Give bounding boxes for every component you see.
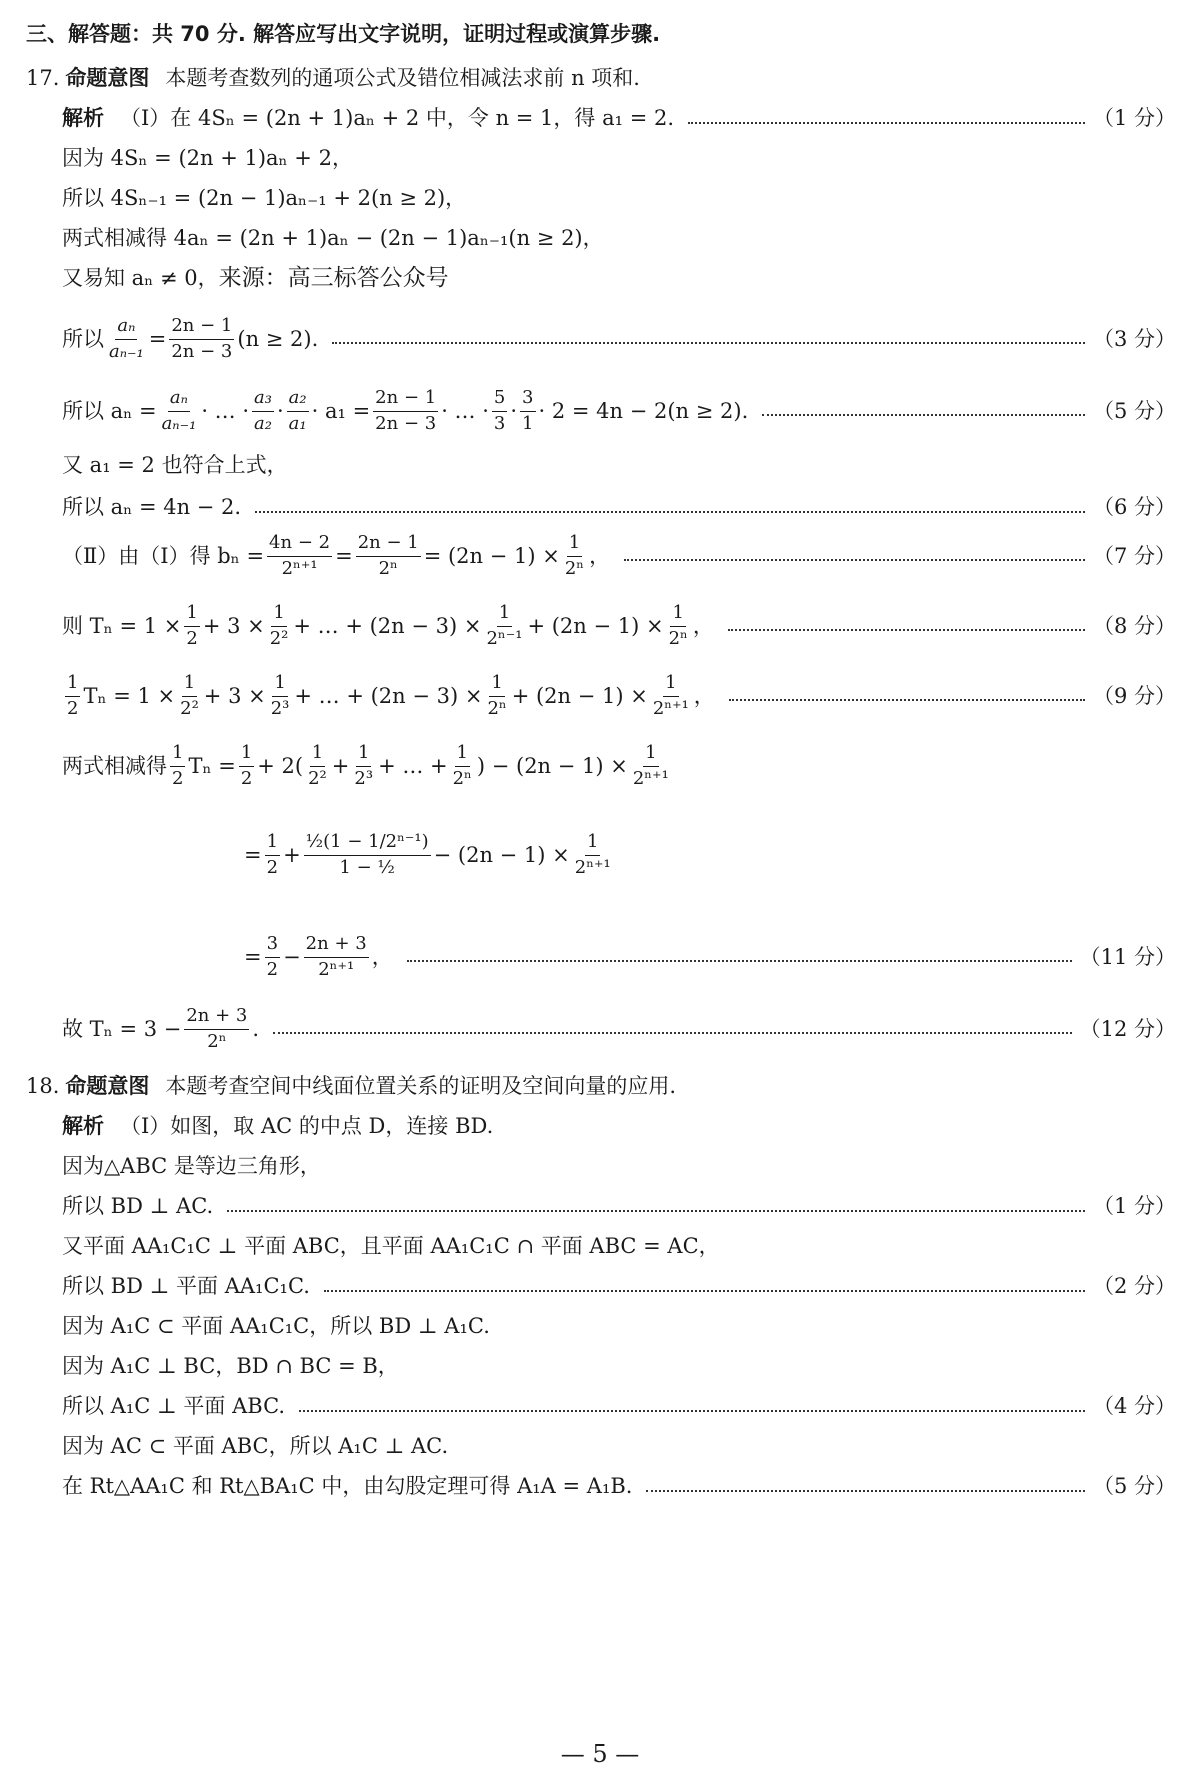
page-number: — 5 — [560,1740,640,1768]
score-points: （9 分） [1092,683,1176,708]
line-text: 又 a₁ = 2 也符合上式， [62,453,288,477]
q18-line-1 [62,1114,1176,1139]
line-text: Tₙ = 1 × [83,683,176,708]
q18-line-4 [62,1234,1176,1259]
q17-intent-label: 命题意图 [65,66,150,90]
q18-heading [26,1074,1176,1099]
line-text: 所以 [62,326,104,351]
fraction: $\frac{\text{aₙ}}{\text{aₙ₋₁}}$ [161,387,197,434]
q17-line-11: 则 Tₙ = 1 × $\frac{1}{2}$ + 3 × $\frac{1}{\text{2²}}$ + … + (2n − 3) × $\frac{1}{\text{2ⁿ⁻¹}}$ + (2n − 1) × $\frac{1}{\text{2ⁿ}}$ ， （8 分） [62,602,1176,649]
fraction: $\frac{1}{\text{2ⁿ⁺¹}}$ [574,831,611,878]
q17-line-12: $\frac{1}{2}$ Tₙ = 1 × $\frac{1}{\text{2²}}$ + 3 × $\frac{1}{\text{2³}}$ + … + (2n − 3) × $\frac{1}{\text{2ⁿ}}$ + (2n − 1) × $\frac{1}{\text{2ⁿ⁺¹}}$ ， （9 分） [67,672,1176,719]
q18-number: 18. [26,1074,60,1098]
line-text: 因为△ABC 是等边三角形， [62,1154,321,1178]
q18-intent-text: 本题考查空间中线面位置关系的证明及空间向量的应用. [165,1074,677,1098]
q18-line-7 [62,1354,1176,1379]
fraction: $\frac{\text{a₂}}{\text{a₁}}$ [288,387,307,434]
fraction: $\frac{1}{\text{2ⁿ⁺¹}}$ [652,672,689,719]
q18-line-8 [62,1394,1176,1419]
score-points: （6 分） [1092,495,1176,519]
fraction: $\frac{1}{\text{2²}}$ [308,742,327,789]
line-text: 所以 aₙ = [62,398,157,423]
fraction: $\frac{1}{\text{2ⁿ⁻¹}}$ [486,602,523,649]
q18-intent-label: 命题意图 [65,1074,150,1098]
compound-fraction: $\frac{\text{½(1 − 1/2ⁿ⁻¹)}}{\text{1 − ½}}$ [305,831,429,878]
q17-line-16: 故 Tₙ = 3 − $\frac{2n + 3}{\text{2ⁿ}}$ . （12 分） [62,1005,1176,1052]
q18-line-10 [62,1474,1176,1499]
score-points: （5 分） [1092,398,1176,423]
leader-dots [762,414,1085,416]
line-text: 两式相减得 [62,753,167,778]
score-points: （1 分） [1092,1194,1176,1218]
leader-dots [332,342,1085,344]
line-text: 所以 A₁C ⊥ 平面 ABC. [62,1394,286,1418]
score-points: （7 分） [1092,543,1176,568]
q17-line-1 [62,106,1176,131]
fraction: $\frac{1}{2}$ [266,831,279,878]
section-header: 三、解答题：共 70 分. 解答应写出文字说明，证明过程或演算步骤. [26,22,661,46]
score-points: （2 分） [1092,1274,1176,1298]
line-text: 又平面 AA₁C₁C ⊥ 平面 ABC，且平面 AA₁C₁C ∩ 平面 ABC = AC， [62,1234,720,1258]
fraction: $\frac{1}{\text{2ⁿ⁺¹}}$ [632,742,669,789]
line-text: = [244,842,262,867]
fraction: $\frac{1}{\text{2ⁿ}}$ [668,602,688,649]
analysis-label: 解析 [62,1114,104,1138]
fraction: $\frac{2n - 1}{\text{2ⁿ}}$ [357,532,419,579]
line-text: （Ⅰ）在 4Sₙ = (2n + 1)aₙ + 2 中，令 n = 1，得 a₁ = 2. [120,106,675,130]
fraction: $\frac{5}{3}$ [493,387,506,434]
fraction: $\frac{3}{1}$ [522,387,534,434]
score-points: （8 分） [1092,613,1176,638]
fraction: $\frac{\text{a₃}}{\text{a₂}}$ [254,387,272,434]
q17-line-8 [62,453,1176,478]
leader-dots [728,629,1085,631]
line-text: = [244,944,262,969]
q17-intent-text: 本题考查数列的通项公式及错位相减法求前 n 项和. [165,66,640,90]
line-text: 所以 aₙ = 4n − 2. [62,495,242,519]
leader-dots [407,960,1072,962]
score-points: （3 分） [1092,326,1176,351]
q17-line-6: 所以 $\frac{\text{aₙ}}{\text{aₙ₋₁}}$ = $\frac{2n - 1}{2n - 3}$ (n ≥ 2). （3 分） [62,315,1176,362]
line-text: 因为 A₁C ⊂ 平面 AA₁C₁C，所以 BD ⊥ A₁C. [62,1314,490,1338]
leader-dots [255,511,1085,513]
fraction: $\frac{2n + 3}{\text{2ⁿ⁺¹}}$ [305,933,367,980]
score-points: （12 分） [1079,1016,1176,1041]
q17-line-7: 所以 aₙ = $\frac{\text{aₙ}}{\text{aₙ₋₁}}$ · … · $\frac{\text{a₃}}{\text{a₂}}$ · $\frac{\text{a₂}}{\text{a₁}}$ · a₁ = $\frac{2n - 1}{2n - 3}$ · … · $\frac{5}{3}$ · $\frac{3}{1}$ · 2 = 4n − 2(n ≥ 2). （5 分） [62,387,1176,434]
leader-dots [688,122,1085,124]
line-text: 在 Rt△AA₁C 和 Rt△BA₁C 中，由勾股定理可得 A₁A = A₁B. [62,1474,633,1498]
fraction: $\frac{3}{2}$ [266,933,279,980]
score-points: （1 分） [1092,106,1176,130]
q17-number: 17. [26,66,60,90]
q17-line-3 [62,186,1176,211]
fraction: $\frac{2n + 3}{\text{2ⁿ}}$ [186,1005,248,1052]
fraction: $\frac{1}{\text{2ⁿ}}$ [564,532,585,579]
q17-line-4 [62,226,1176,251]
source-note: 来源：高三标答公众号 [218,265,449,291]
q17-line-13: 两式相减得 $\frac{1}{2}$ Tₙ = $\frac{1}{2}$ + 2( $\frac{1}{\text{2²}}$ + $\frac{1}{\text{2³}}$ + … + $\frac{1}{\text{2ⁿ}}$ ) − (2n − 1) × $\frac{1}{\text{2ⁿ⁺¹}}$ [62,742,669,789]
line-text: 因为 A₁C ⊥ BC，BD ∩ BC = B， [62,1354,399,1378]
analysis-label: 解析 [62,106,104,130]
line-text: 因为 AC ⊂ 平面 ABC，所以 A₁C ⊥ AC. [62,1434,449,1458]
line-text: （Ⅰ）如图，取 AC 的中点 D，连接 BD. [120,1114,494,1138]
line-text: 故 Tₙ = 3 − [62,1016,182,1041]
q17-line-5 [62,265,1176,293]
fraction: $\frac{1}{\text{2ⁿ}}$ [487,672,507,719]
leader-dots [299,1410,1085,1412]
fraction: $\frac{1}{\text{2²}}$ [269,602,289,649]
leader-dots [646,1490,1084,1492]
line-text: 则 Tₙ = 1 × [62,613,182,638]
fraction: $\frac{\text{aₙ}}{\text{aₙ₋₁}}$ [109,315,144,362]
q18-line-6 [62,1314,1176,1339]
q18-line-9 [62,1434,1176,1459]
score-points: （4 分） [1092,1394,1176,1418]
line-text: 又易知 aₙ ≠ 0， [62,266,219,291]
q17-heading [26,66,1176,91]
fraction: $\frac{1}{2}$ [240,742,253,789]
q18-line-5 [62,1274,1176,1299]
line-text: 两式相减得 4aₙ = (2n + 1)aₙ − (2n − 1)aₙ₋₁(n ≥ 2)， [62,226,604,250]
fraction: $\frac{2n - 1}{2n - 3}$ [171,315,233,362]
fraction: $\frac{1}{2}$ [186,602,198,649]
q18-line-3 [62,1194,1176,1219]
q17-line-15: = $\frac{3}{2}$ − $\frac{2n + 3}{\text{2ⁿ⁺¹}}$ ， （11 分） [244,933,1176,980]
leader-dots [324,1290,1085,1292]
leader-dots [729,699,1085,701]
line-text: 所以 BD ⊥ 平面 AA₁C₁C. [62,1274,310,1298]
line-text: 因为 4Sₙ = (2n + 1)aₙ + 2， [62,146,353,170]
q17-line-9 [62,495,1176,520]
fraction: $\frac{1}{2}$ [172,742,184,789]
line-text: 所以 4Sₙ₋₁ = (2n − 1)aₙ₋₁ + 2(n ≥ 2)， [62,186,467,210]
fraction: $\frac{1}{2}$ [67,672,79,719]
q18-line-2 [62,1154,1176,1179]
line-text: （Ⅱ）由（Ⅰ）得 bₙ = [62,543,265,568]
fraction: $\frac{1}{\text{2ⁿ}}$ [452,742,472,789]
fraction: $\frac{4n - 2}{\text{2ⁿ⁺¹}}$ [269,532,331,579]
leader-dots [624,559,1085,561]
line-text: 所以 BD ⊥ AC. [62,1194,214,1218]
fraction: $\frac{2n - 1}{2n - 3}$ [375,387,437,434]
fraction: $\frac{1}{\text{2³}}$ [354,742,374,789]
q17-line-14: = $\frac{1}{2}$ + $\frac{\text{½(1 − 1/2ⁿ⁻¹)}}{\text{1 − ½}}$ − (2n − 1) × $\frac{1}{\text{2ⁿ⁺¹}}$ [244,831,611,878]
leader-dots [227,1210,1085,1212]
q17-line-10: （Ⅱ）由（Ⅰ）得 bₙ = $\frac{4n - 2}{\text{2ⁿ⁺¹}}$ = $\frac{2n - 1}{\text{2ⁿ}}$ = (2n − 1) × $\frac{1}{\text{2ⁿ}}$ ， （7 分） [62,532,1176,579]
fraction: $\frac{1}{\text{2²}}$ [180,672,199,719]
fraction: $\frac{1}{\text{2³}}$ [270,672,290,719]
leader-dots [273,1032,1072,1034]
score-points: （11 分） [1079,944,1176,969]
score-points: （5 分） [1092,1474,1176,1498]
q17-line-2 [62,146,1176,171]
